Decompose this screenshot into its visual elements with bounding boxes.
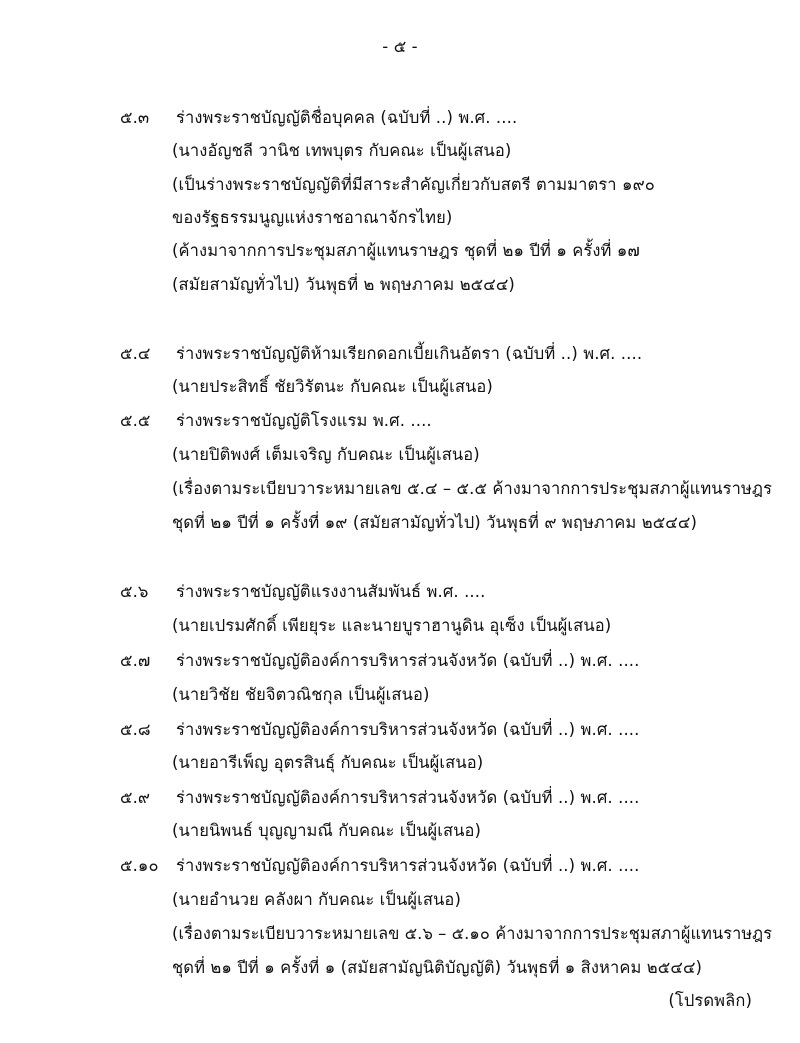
item-number: ๕.๕ [120, 411, 151, 430]
item-number: ๕.๘ [120, 720, 151, 739]
bill-title: ร่างพระราชบัญญัติแรงงานสัมพันธ์ พ.ศ. .... [176, 582, 486, 601]
item-number: ๕.๖ [120, 582, 149, 601]
note-line: ของรัฐธรรมนูญแห่งราชอาณาจักรไทย) [172, 208, 453, 227]
item-number: ๕.๙ [120, 788, 151, 807]
proposer-line: (นายเปรมศักดิ์ เพียยุระ และนายบูราฮานูดิน อุเซ็ง เป็นผู้เสนอ) [172, 616, 612, 635]
item-number: ๕.๓ [120, 108, 150, 127]
item-number: ๕.๑๐ [120, 856, 159, 875]
proposer-line: (นายอำนวย คลังผา กับคณะ เป็นผู้เสนอ) [172, 890, 461, 909]
proposer-line: (นายปิติพงศ์ เต็มเจริญ กับคณะ เป็นผู้เสนอ) [172, 445, 480, 464]
bill-title: ร่างพระราชบัญญัติองค์การบริหารส่วนจังหวัด (ฉบับที่ ..) พ.ศ. .... [176, 651, 640, 670]
please-turn-over-note: (โปรดพลิก) [668, 991, 752, 1010]
note-line: (เรื่องตามระเบียบวาระหมายเลข ๕.๖ – ๕.๑๐ ค้างมาจากการประชุมสภาผู้แทนราษฎร [172, 924, 773, 943]
note-line: ชุดที่ ๒๑ ปีที่ ๑ ครั้งที่ ๑๙ (สมัยสามัญทั่วไป) วันพุธที่ ๙ พฤษภาคม ๒๕๔๔) [172, 513, 698, 532]
item-number: ๕.๗ [120, 651, 151, 670]
bill-title: ร่างพระราชบัญญัติห้ามเรียกดอกเบี้ยเกินอัตรา (ฉบับที่ ..) พ.ศ. .... [176, 344, 643, 363]
proposer-line: (นายอารีเพ็ญ อุตรสินธุ์ กับคณะ เป็นผู้เสนอ) [172, 753, 484, 772]
bill-title: ร่างพระราชบัญญัติชื่อบุคคล (ฉบับที่ ..) พ.ศ. .... [176, 108, 518, 127]
bill-title: ร่างพระราชบัญญัติองค์การบริหารส่วนจังหวัด (ฉบับที่ ..) พ.ศ. .... [176, 788, 640, 807]
proposer-line: (นายวิชัย ชัยจิตวณิชกุล เป็นผู้เสนอ) [172, 685, 430, 704]
proposer-line: (นางอัญชลี วานิช เทพบุตร กับคณะ เป็นผู้เสนอ) [172, 141, 512, 160]
bill-title: ร่างพระราชบัญญัติองค์การบริหารส่วนจังหวัด (ฉบับที่ ..) พ.ศ. .... [176, 720, 640, 739]
note-line: (สมัยสามัญทั่วไป) วันพุธที่ ๒ พฤษภาคม ๒๕๔๔) [172, 275, 515, 294]
note-line: (ค้างมาจากการประชุมสภาผู้แทนราษฎร ชุดที่ ๒๑ ปีที่ ๑ ครั้งที่ ๑๗ [172, 241, 640, 260]
item-number: ๕.๔ [120, 344, 151, 363]
note-line: (เป็นร่างพระราชบัญญัติที่มีสาระสำคัญเกี่ยวกับสตรี ตามมาตรา ๑๙๐ [172, 175, 655, 194]
proposer-line: (นายประสิทธิ์ ชัยวิรัตนะ กับคณะ เป็นผู้เสนอ) [172, 377, 493, 396]
note-line: ชุดที่ ๒๑ ปีที่ ๑ ครั้งที่ ๑ (สมัยสามัญนิติบัญญัติ) วันพุธที่ ๑ สิงหาคม ๒๕๔๔) [172, 958, 703, 977]
bill-title: ร่างพระราชบัญญัติองค์การบริหารส่วนจังหวัด (ฉบับที่ ..) พ.ศ. .... [176, 856, 640, 875]
proposer-line: (นายนิพนธ์ บุญญามณี กับคณะ เป็นผู้เสนอ) [172, 821, 482, 840]
note-line: (เรื่องตามระเบียบวาระหมายเลข ๕.๔ – ๕.๕ ค้างมาจากการประชุมสภาผู้แทนราษฎร [172, 479, 773, 498]
page-number: - ๕ - [382, 37, 418, 56]
bill-title: ร่างพระราชบัญญัติโรงแรม พ.ศ. .... [176, 411, 432, 430]
